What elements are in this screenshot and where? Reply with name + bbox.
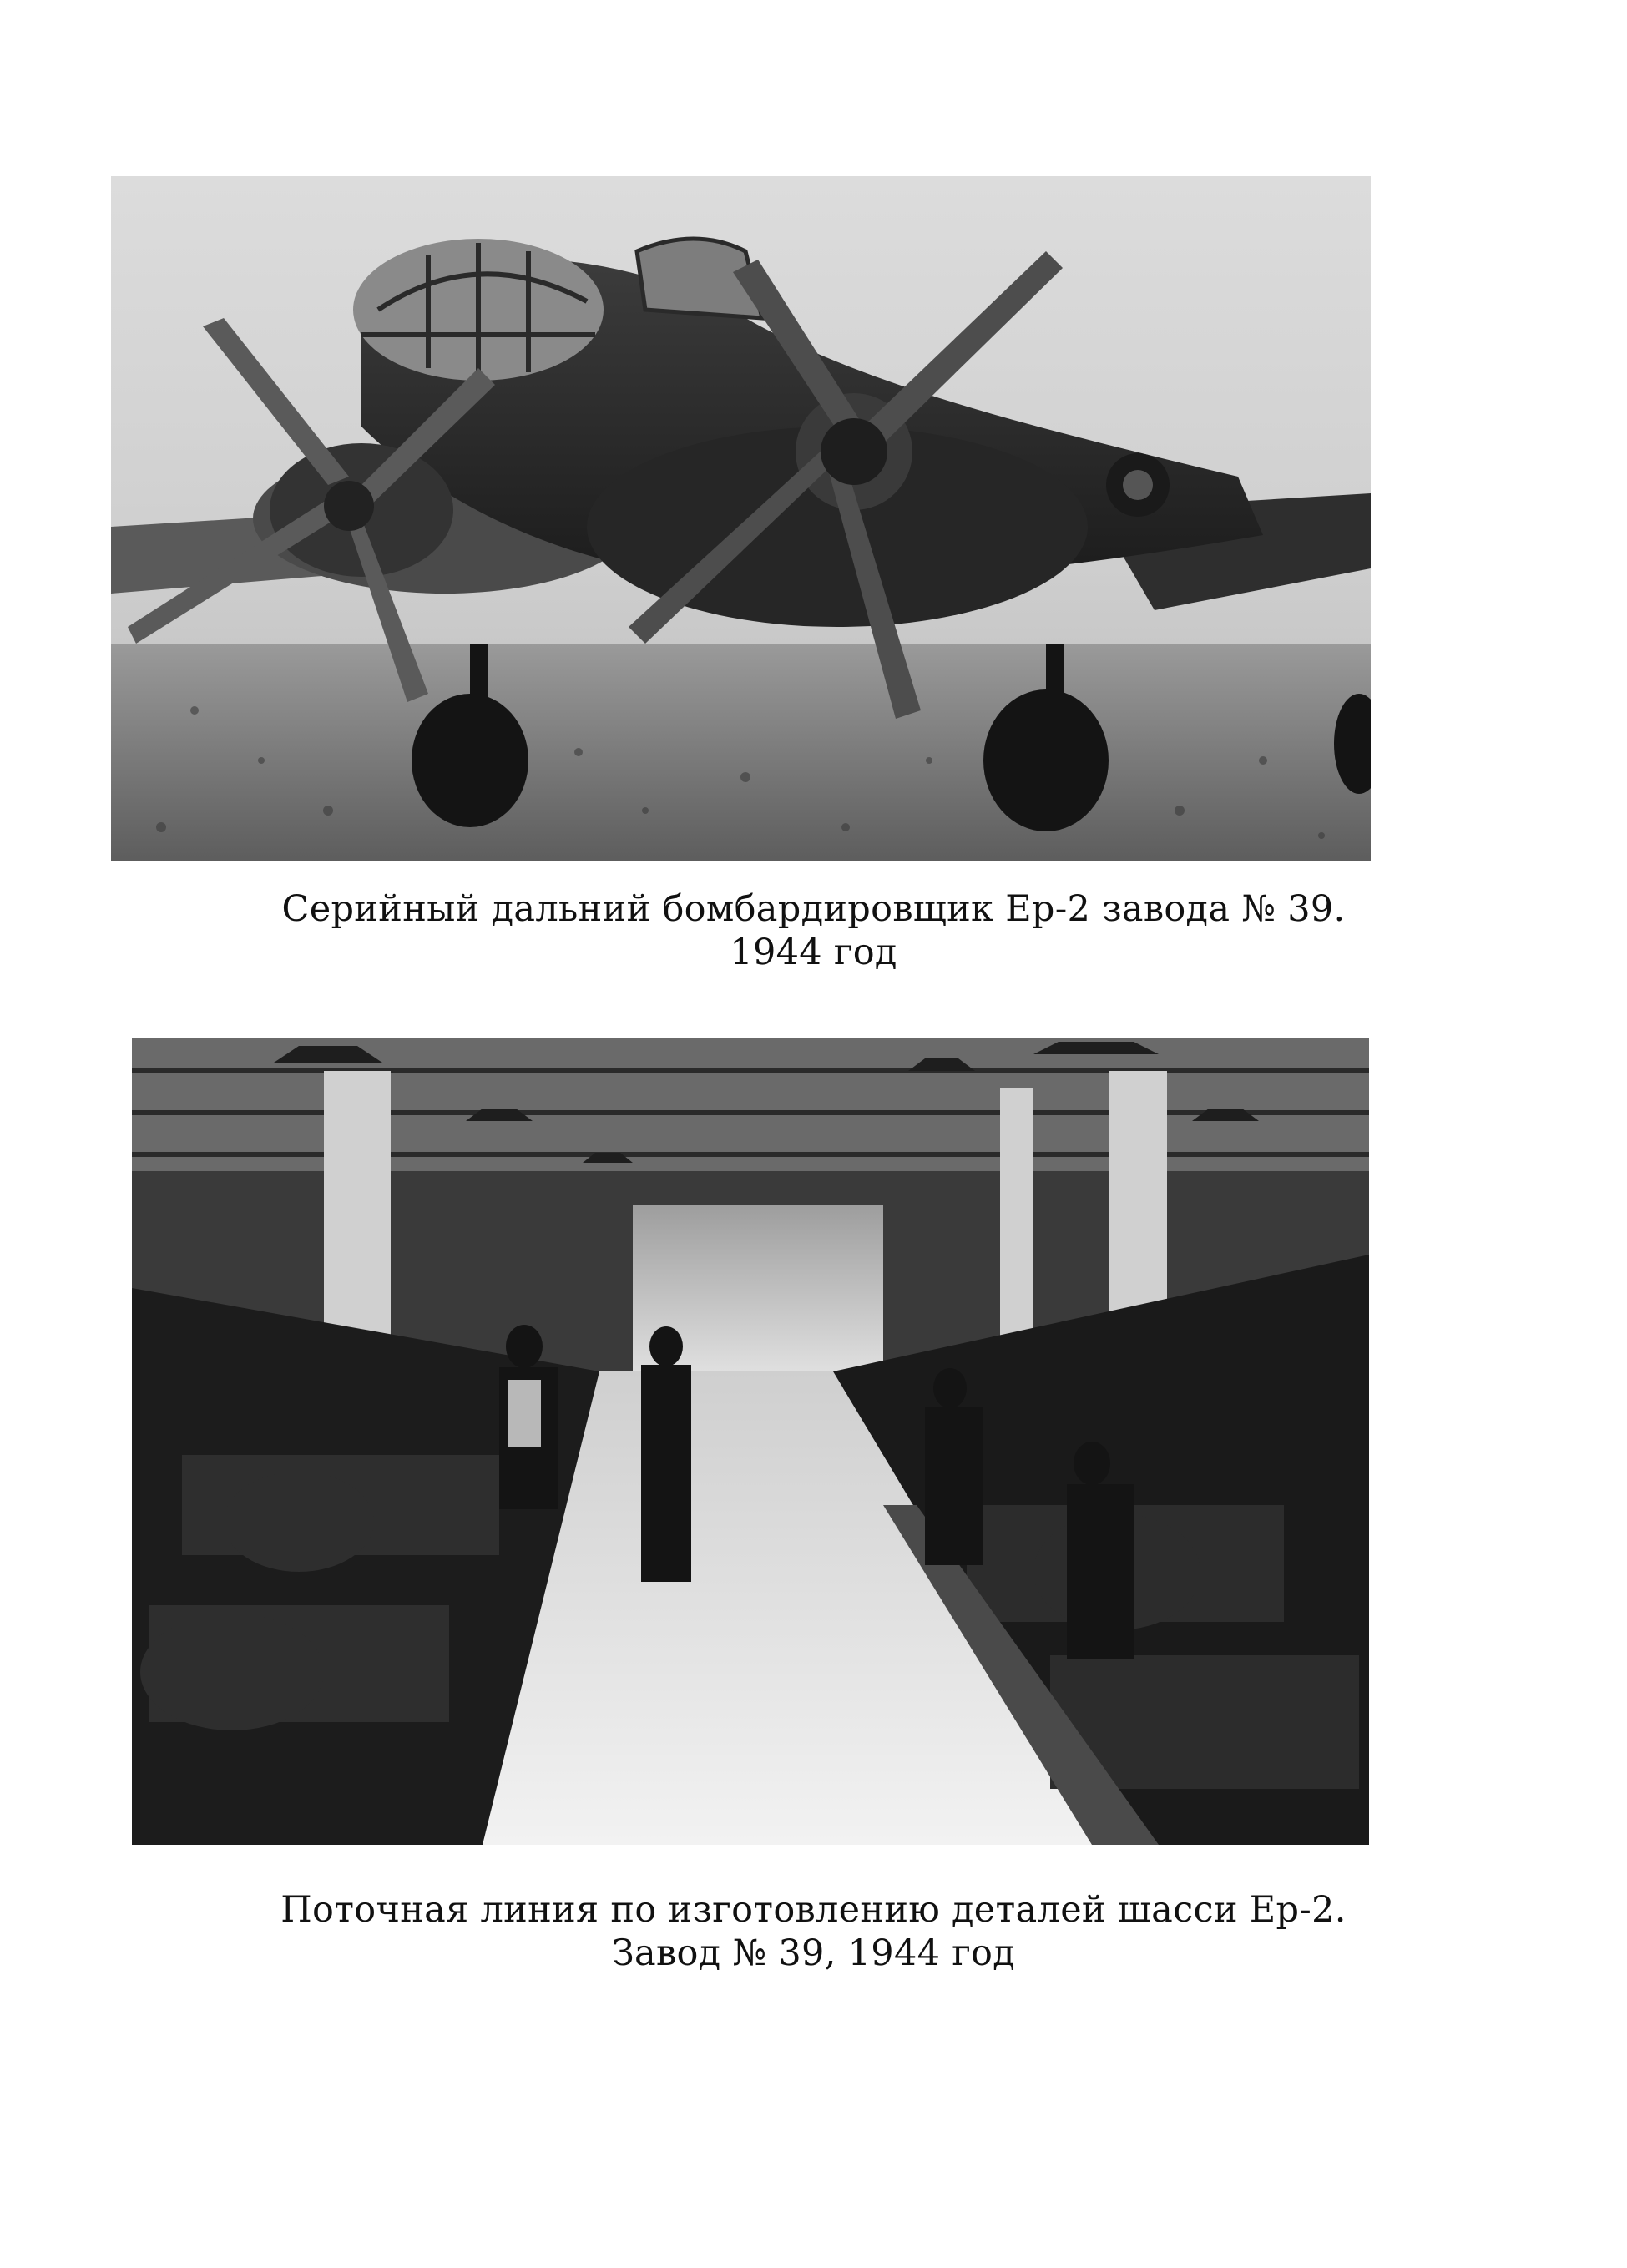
caption-line: Завод № 39, 1944 год	[611, 1932, 1016, 1974]
caption-line: Поточная линия по изготовлению деталей шасси Ер-2.	[280, 1889, 1347, 1931]
photo-caption	[0, 1888, 1627, 1975]
aircraft-illustration	[111, 176, 1371, 861]
photo-caption	[0, 887, 1627, 974]
factory-production-line-photo	[132, 1038, 1369, 1845]
caption-line: Серийный дальний бомбардировщик Ер-2 завода № 39.	[281, 888, 1346, 930]
factory-illustration	[132, 1038, 1369, 1845]
caption-line: 1944 год	[730, 932, 897, 973]
bomber-aircraft-photo	[111, 176, 1371, 861]
